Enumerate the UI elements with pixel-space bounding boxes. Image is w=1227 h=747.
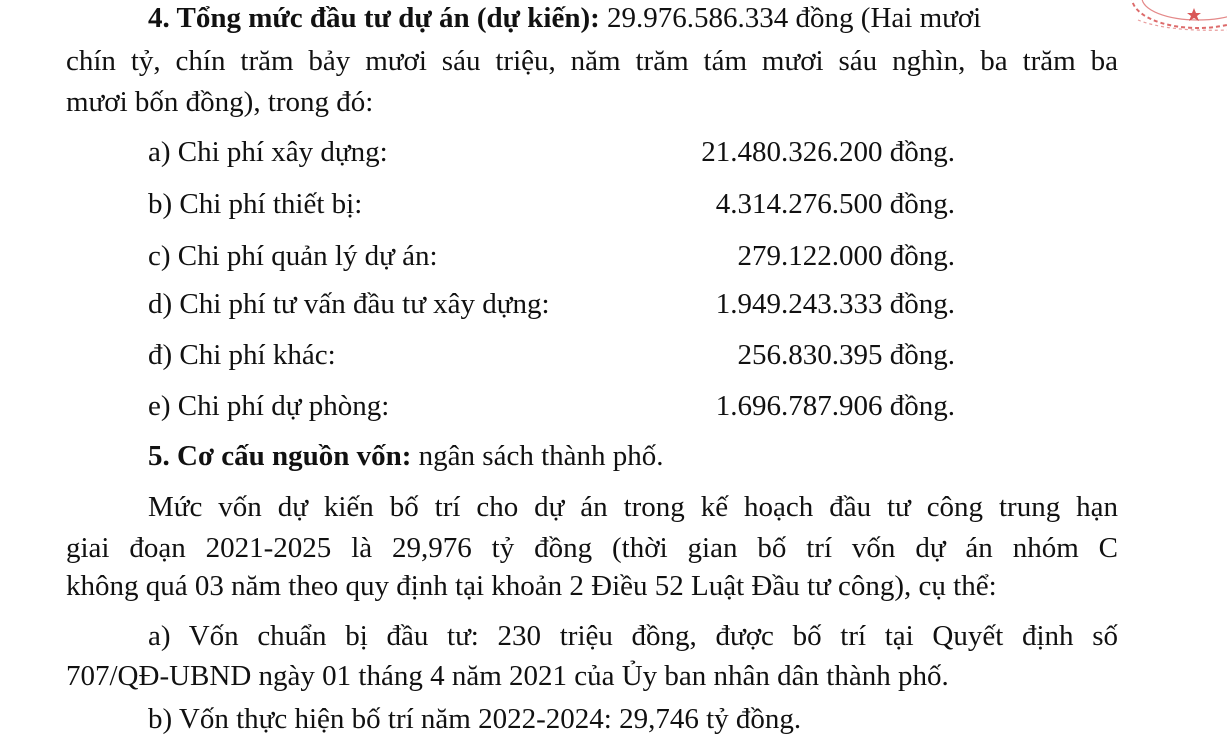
cost-label: b) Chi phí thiết bị: <box>148 188 363 220</box>
paragraph-2-line-1: a) Vốn chuẩn bị đầu tư: 230 triệu đồng, được bố trí tại Quyết định số <box>148 620 1118 652</box>
cost-amount: 279.122.000 đồng. <box>737 240 955 272</box>
cost-row-a <box>148 134 955 170</box>
section-4-total: 29.976.586.334 đồng (Hai mươi <box>599 2 982 34</box>
cost-row-dd <box>148 337 955 373</box>
cost-label: đ) Chi phí khác: <box>148 339 336 371</box>
cost-row-e <box>148 388 955 424</box>
cost-row-d <box>148 286 955 322</box>
section-4-line-1 <box>148 0 981 36</box>
red-seal-stamp <box>1128 0 1227 48</box>
cost-row-c <box>148 238 955 274</box>
section-4-line-2: chín tỷ, chín trăm bảy mươi sáu triệu, năm trăm tám mươi sáu nghìn, ba trăm ba <box>66 45 1118 77</box>
section-5-heading: 5. Cơ cấu nguồn vốn: <box>148 440 412 472</box>
cost-amount: 1.696.787.906 đồng. <box>715 390 955 422</box>
paragraph-2-line-2: 707/QĐ-UBND ngày 01 tháng 4 năm 2021 của Ủy ban nhân dân thành phố. <box>66 660 949 692</box>
cost-amount: 1.949.243.333 đồng. <box>715 288 955 320</box>
paragraph-3-line-1: b) Vốn thực hiện bố trí năm 2022-2024: 29,746 tỷ đồng. <box>148 703 802 735</box>
paragraph-1-line-3: không quá 03 năm theo quy định tại khoản 2 Điều 52 Luật Đầu tư công), cụ thể: <box>66 570 997 602</box>
cost-amount: 4.314.276.500 đồng. <box>715 188 955 220</box>
paragraph-1-line-2: giai đoạn 2021-2025 là 29,976 tỷ đồng (thời gian bố trí vốn dự án nhóm C <box>66 532 1118 564</box>
cost-row-b <box>148 186 955 222</box>
cost-label: a) Chi phí xây dựng: <box>148 136 388 168</box>
cost-label: e) Chi phí dự phòng: <box>148 390 390 422</box>
section-5-line <box>148 438 664 474</box>
cost-label: c) Chi phí quản lý dự án: <box>148 240 438 272</box>
paragraph-1-line-1: Mức vốn dự kiến bố trí cho dự án trong kế hoạch đầu tư công trung hạn <box>148 491 1118 523</box>
cost-amount: 256.830.395 đồng. <box>737 339 955 371</box>
cost-amount: 21.480.326.200 đồng. <box>701 136 955 168</box>
section-4-line-3: mươi bốn đồng), trong đó: <box>66 86 374 118</box>
section-4-heading: 4. Tổng mức đầu tư dự án (dự kiến): <box>148 2 600 34</box>
section-5-text: ngân sách thành phố. <box>411 440 664 472</box>
cost-label: d) Chi phí tư vấn đầu tư xây dựng: <box>148 288 550 320</box>
